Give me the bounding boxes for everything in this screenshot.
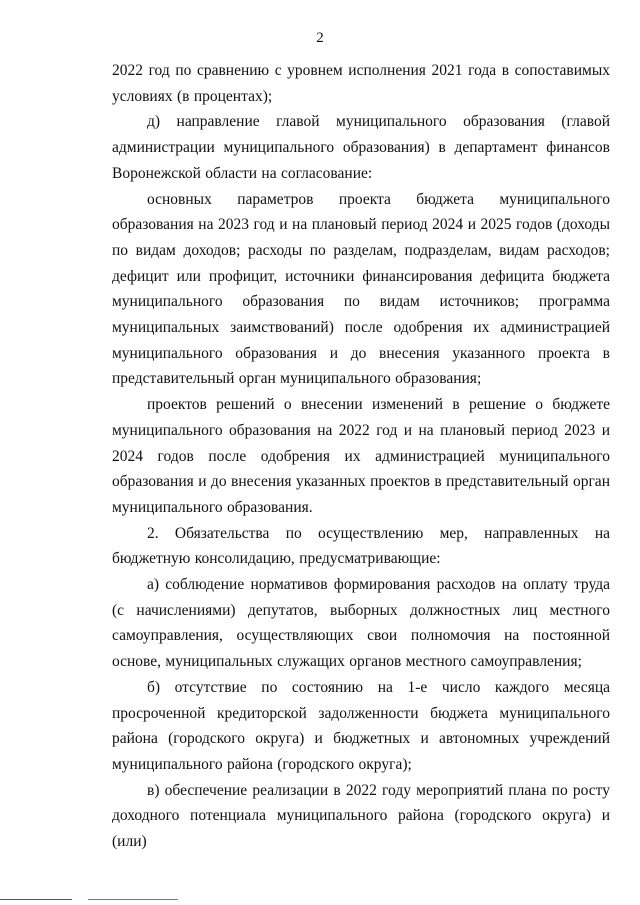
paragraph-continuation: 2022 год по сравнению с уровнем исполнения 2021 года в сопоставимых условиях (в процентах); bbox=[112, 62, 610, 105]
document-body bbox=[112, 58, 610, 855]
paragraph-draft-decisions: проектов решений о внесении изменений в решение о бюджете муниципального образования на 2022 год и на плановый период 2023 и 2024 годов после одобрения их администрацией муниципального образования и до внесения указанных проектов в представительный орган муниципального образования. bbox=[112, 396, 610, 516]
footer-divider bbox=[0, 899, 72, 900]
footer-divider-secondary bbox=[88, 899, 178, 900]
paragraph-item-v: в) обеспечение реализации в 2022 году мероприятий плана по росту доходного потенциала муниципального района (городского округа) и (или) bbox=[112, 781, 610, 851]
paragraph-item-d: д) направление главой муниципального образования (главой администрации муниципального образования) в департамент финансов Воронежской области на согласование: bbox=[112, 113, 610, 182]
page-number: 2 bbox=[316, 30, 324, 46]
paragraph-budget-parameters: основных параметров проекта бюджета муниципального образования на 2023 год и на плановый период 2024 и 2025 годов (доходы по видам доходов; расходы по разделам, подразделам, видам расходов; дефицит или профицит, источники финансирования дефицита бюджета муниципального образования по видам источников; программа муниципальных заимствований) после одобрения их администрацией муниципального образования и до внесения указанного проекта в представительный орган муниципального образования; bbox=[112, 190, 610, 388]
paragraph-item-a: а) соблюдение нормативов формирования расходов на оплату труда (с начислениями) депутатов, выборных должностных лиц местного самоуправления, осуществляющих свои полномочия на постоянной основе, муниципальных служащих органов местного самоуправления; bbox=[112, 576, 610, 671]
paragraph-section-2: 2. Обязательства по осуществлению мер, направленных на бюджетную консолидацию, предусматривающие: bbox=[112, 524, 610, 568]
paragraph-item-b: б) отсутствие по состоянию на 1-е число каждого месяца просроченной кредиторской задолженности бюджета муниципального района (городского округа) и бюджетных и автономных учреждений муниципального района (городского округа); bbox=[112, 678, 610, 773]
